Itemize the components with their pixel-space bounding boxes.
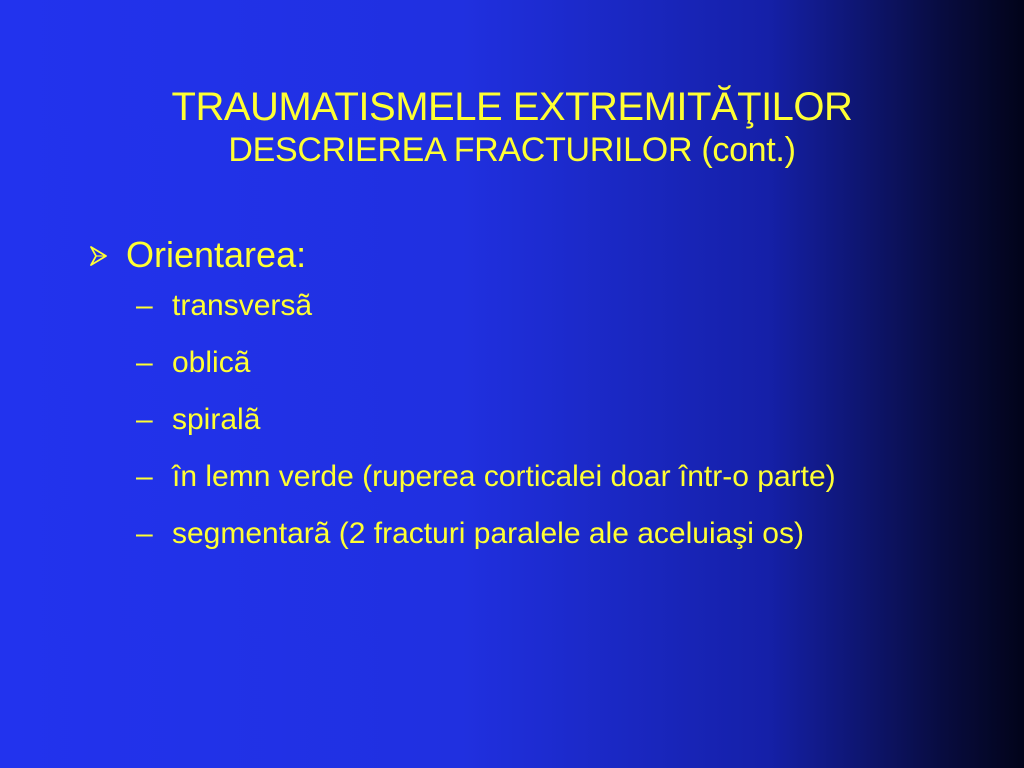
dash-bullet: – [136, 289, 153, 322]
sub-items-container [88, 286, 948, 554]
dash-bullet: – [136, 346, 153, 379]
arrow-bullet-icon [88, 245, 110, 267]
heading-bullet-label: Orientarea: [126, 234, 307, 275]
list-item-text: transversã [172, 289, 313, 322]
list-item-orientation [88, 232, 948, 278]
dash-bullet: – [136, 460, 153, 493]
slide-subtitle: DESCRIEREA FRACTURILOR (cont.) [228, 131, 796, 169]
bullet-list [88, 232, 948, 571]
list-item-text: spiralã [172, 403, 261, 436]
slide-title: TRAUMATISMELE EXTREMITĂŢILOR [171, 85, 853, 129]
list-item [88, 400, 932, 440]
list-item-text: segmentarã (2 fracturi paralele ale aceluiaşi os) [172, 517, 804, 550]
list-item [88, 286, 932, 326]
slide-title-block [0, 84, 1024, 170]
list-item-text: în lemn verde (ruperea corticalei doar într-o parte) [172, 460, 836, 493]
list-item [88, 457, 932, 497]
list-item [88, 514, 932, 554]
list-item [88, 343, 932, 383]
list-item-text: oblicã [172, 346, 251, 379]
dash-bullet: – [136, 517, 153, 550]
sub-bullet-list [88, 286, 948, 554]
dash-bullet: – [136, 403, 153, 436]
